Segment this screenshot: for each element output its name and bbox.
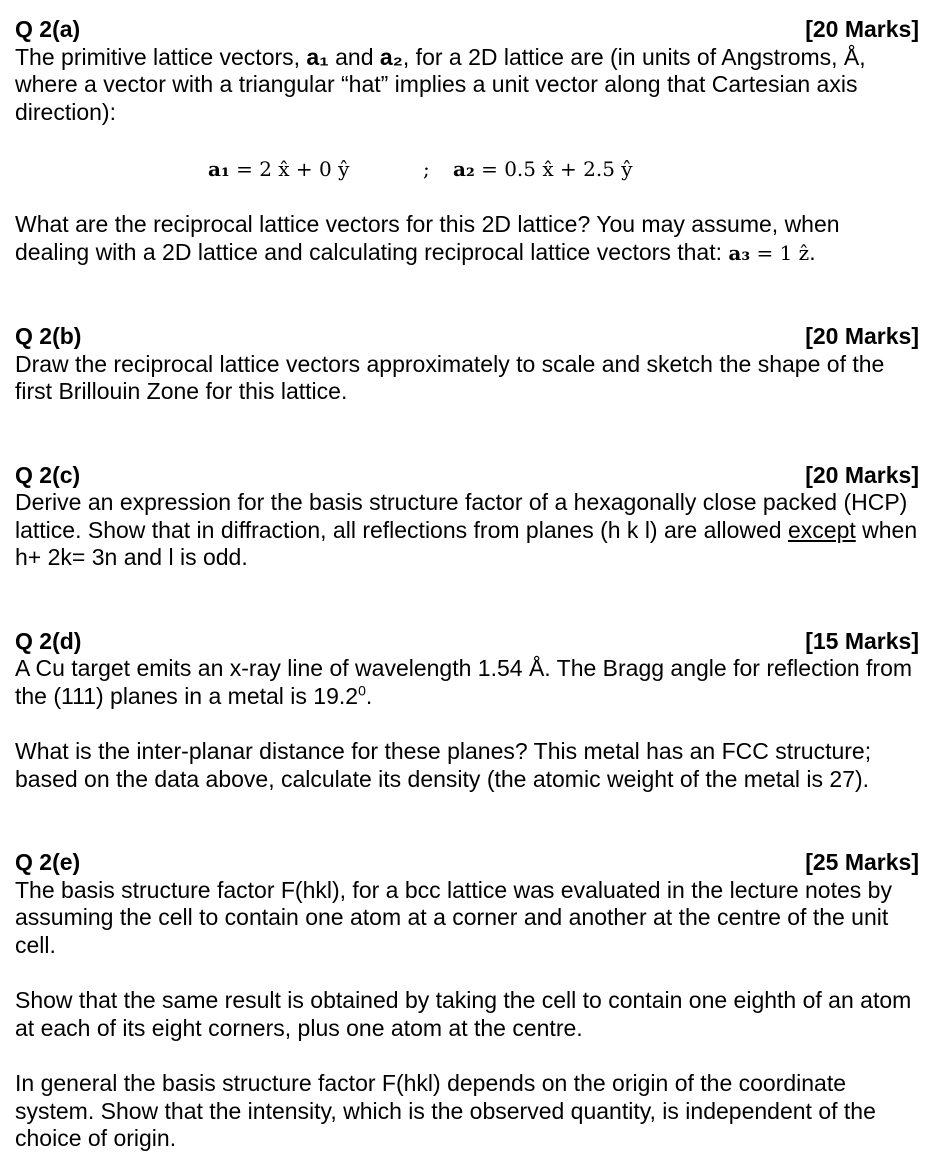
question-title: Q 2(d) [15, 627, 82, 654]
question-2d [15, 628, 919, 794]
spacer [15, 959, 919, 987]
question-2a [15, 16, 919, 267]
question-text: The basis structure factor F(hkl), for a bcc lattice was evaluated in the lecture notes by assuming the cell to contain one atom at a corner and another at the centre of the unit cell. [15, 876, 892, 958]
question-title: Q 2(b) [15, 323, 82, 349]
question-text: Show that the same result is obtained by taking the cell to contain one eighth of an atom at each of its eight corners, plus one atom at the centre. [15, 987, 912, 1041]
question-2b [15, 323, 919, 406]
question-intro: The primitive lattice vectors, a₁ and a₂, for a 2D lattice are (in units of Angstroms, Å, where a vector with a triangular “hat” implies a unit vector along that Cartesian axis direction): [15, 43, 866, 125]
question-header [15, 628, 919, 656]
question-marks: [15 Marks] [805, 627, 919, 654]
underlined-except: except [788, 516, 856, 543]
question-2e [15, 849, 919, 1153]
degree-superscript: 0 [358, 681, 366, 698]
spacer [15, 267, 919, 323]
question-text: In general the basis structure factor F(hkl) depends on the origin of the coordinate system. Show that the intensity, which is the observed quantity, is independent of the choice of origin. [15, 1070, 876, 1151]
question-text: What are the reciprocal lattice vectors for this 2D lattice? You may assume, when dealing with a 2D lattice and calculating reciprocal lattice vectors that: a₃ = 1 ẑ. [15, 211, 840, 265]
equation-a2: a₂ = 0.5 x̂ + 2.5 ŷ [453, 157, 633, 181]
question-2c [15, 462, 919, 572]
equation-a3: a₃ = 1 ẑ [728, 240, 810, 265]
question-text: Draw the reciprocal lattice vectors approximately to scale and sketch the shape of the first Brillouin Zone for this lattice. [15, 350, 885, 404]
vector-a2: a₂ [379, 43, 403, 70]
spacer [15, 793, 919, 849]
question-text: Derive an expression for the basis structure factor of a hexagonally close packed (HCP) lattice. Show that in diffraction, all reflections from planes (h k l) are allowed except when h+ 2k= 3n and l is odd. [15, 489, 918, 570]
question-header [15, 16, 919, 44]
spacer [15, 572, 919, 628]
vector-a1: a₁ [306, 43, 329, 70]
exam-page [15, 16, 919, 1153]
question-marks: [20 Marks] [805, 323, 919, 349]
equation-separator: ; [423, 157, 430, 181]
question-title: Q 2(a) [15, 16, 81, 42]
question-text: A Cu target emits an x-ray line of wavelength 1.54 Å. The Bragg angle for reflection from the (111) planes in a metal is 19.2$^0$. [15, 655, 913, 709]
equation-a1: a₁ = 2 x̂ + 0 ŷ [208, 157, 350, 181]
question-text: What is the inter-planar distance for these planes? This metal has an FCC structure; based on the data above, calculate its density (the atomic weight of the metal is 27). [15, 738, 872, 792]
question-title: Q 2(e) [15, 849, 81, 875]
question-marks: [20 Marks] [805, 461, 919, 488]
question-marks: [20 Marks] [805, 16, 919, 42]
spacer [15, 710, 919, 738]
question-marks: [25 Marks] [805, 849, 919, 875]
spacer [15, 406, 919, 462]
question-title: Q 2(c) [15, 461, 81, 488]
spacer [15, 1042, 919, 1070]
question-header [15, 849, 919, 877]
question-header [15, 323, 919, 351]
lattice-vector-equations [15, 156, 919, 183]
question-header [15, 462, 919, 490]
